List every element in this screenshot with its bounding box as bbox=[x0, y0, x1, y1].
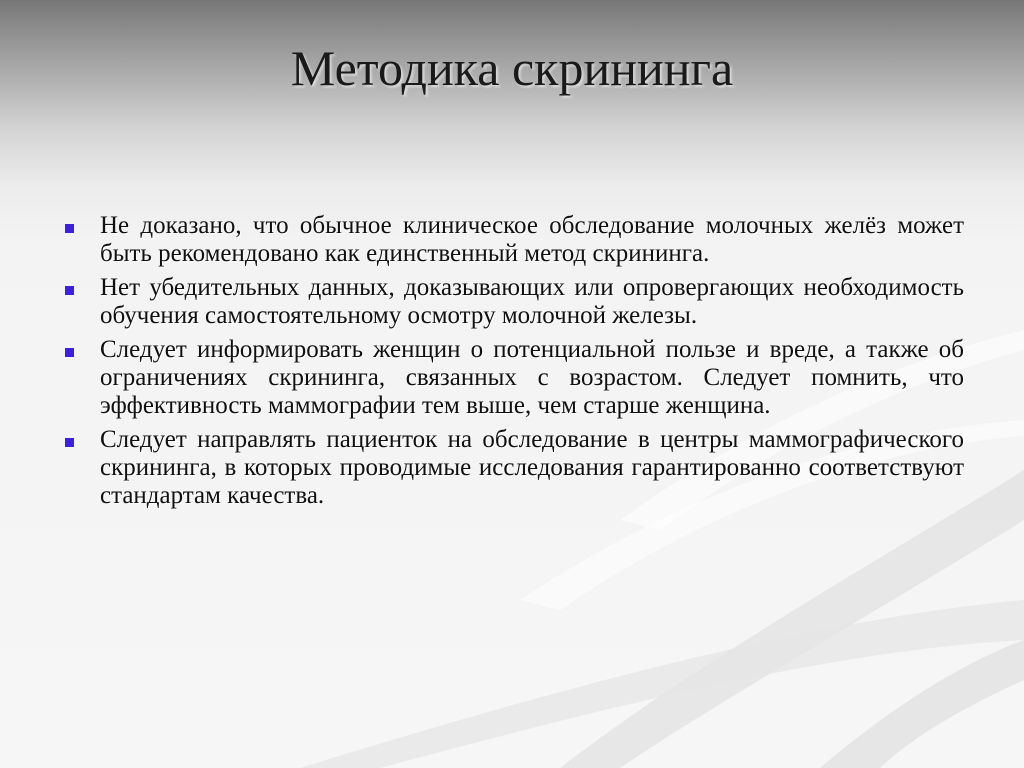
slide-title: Методика скрининга bbox=[290, 40, 734, 96]
bullet-text: Не доказано, что обычное клиническое обследование молочных желёз может быть рекомендовано как единственный метод скрининга. bbox=[100, 212, 964, 267]
bullet-item bbox=[62, 426, 964, 510]
bullet-text: Следует направлять пациенток на обследование в центры маммографического скрининга, в которых проводимые исследования гарантированно соответствуют стандартам качества. bbox=[100, 426, 964, 509]
square-bullet-icon bbox=[65, 286, 74, 295]
bullet-list bbox=[62, 212, 964, 516]
bullet-text: Следует информировать женщин о потенциальной пользе и вреде, а также об ограничениях скрининга, связанных с возрастом. Следует помнить, что эффективность маммографии тем выше, чем старше женщина. bbox=[100, 336, 964, 419]
square-bullet-icon bbox=[65, 438, 74, 447]
bullet-text: Нет убедительных данных, доказывающих или опровергающих необходимость обучения самостоятельному осмотру молочной железы. bbox=[100, 274, 964, 329]
bullet-item bbox=[62, 274, 964, 330]
square-bullet-icon bbox=[65, 348, 74, 357]
bullet-item bbox=[62, 336, 964, 420]
square-bullet-icon bbox=[65, 224, 74, 233]
bullet-item bbox=[62, 212, 964, 268]
